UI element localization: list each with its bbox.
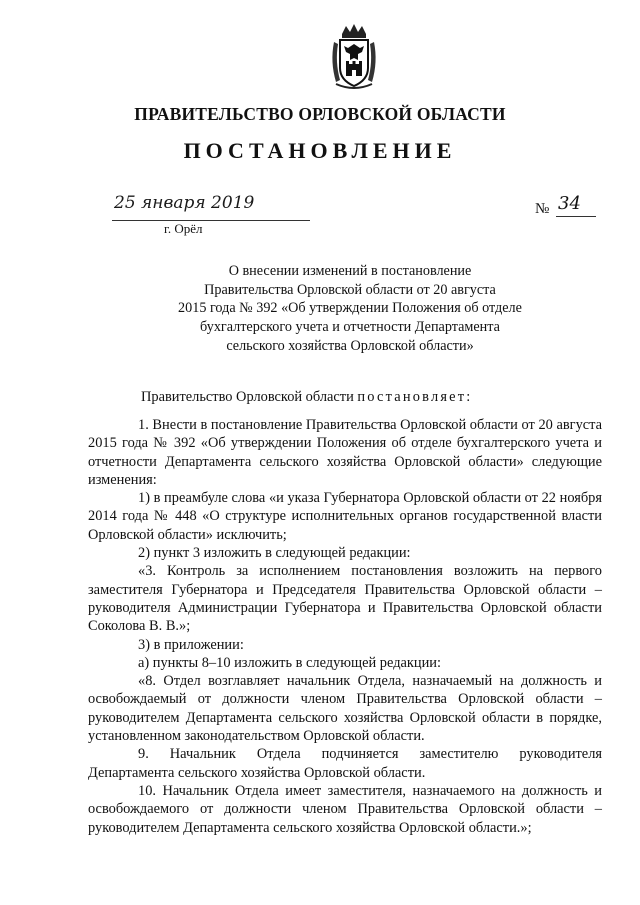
paragraph-subitem-2: 2) пункт 3 изложить в следующей редакции: — [138, 545, 411, 562]
city-label: г. Орёл — [164, 221, 203, 236]
paragraph-item-1: 1. Внести в постановление Правительства Орловской области от 20 августа 2015 года № 392 «Об утверждении Положения об отделе бухгалтерского учета и отчетности Департамента сельского хозяйства Орловской области» следующие изменения: — [88, 417, 602, 488]
subject-line: сельского хозяйства Орловской области» — [226, 337, 474, 354]
paragraph-quote-8: «8. Отдел возглавляет начальник Отдела, назначаемый на должность и освобождаемый от должности членом Правительства Орловской области – руководителем Департамента сельского хозяйства Орловской области в порядке, установленном законодательством Орловской области. — [88, 673, 602, 745]
handwritten-date: 25 января 2019 — [114, 193, 255, 213]
preamble-resolves: постановляет: — [357, 389, 473, 405]
document-body — [88, 416, 602, 837]
subject-line: О внесении изменений в постановление — [228, 263, 472, 279]
government-title: ПРАВИТЕЛЬСТВО ОРЛОВСКОЙ ОБЛАСТИ — [134, 104, 506, 124]
preamble — [141, 389, 472, 406]
paragraph-subitem-1: 1) в преамбуле слова «и указа Губернатора Орловской области от 22 ноября 2014 года № 448 «О структуре исполнительных органов государственной власти Орловской области» исключить; — [88, 490, 602, 543]
subject-line: 2015 года № 392 «Об утверждении Положения об отделе — [178, 300, 522, 317]
paragraph-quote-3: «3. Контроль за исполнением постановления возложить на первого заместителя Губернатора и Председателя Правительства Орловской области – руководителя Администрации Губернатора и Правительства Орловской области Соколова В. В.»; — [88, 563, 602, 635]
handwritten-number: 34 — [558, 193, 581, 214]
paragraph-subitem-3: 3) в приложении: — [138, 636, 244, 653]
paragraph-subitem-a: а) пункты 8–10 изложить в следующей редакции: — [138, 654, 441, 671]
paragraph-quote-9: 9. Начальник Отдела подчиняется заместителю руководителя Департамента сельского хозяйства Орловской области. — [88, 746, 602, 781]
preamble-text: Правительство Орловской области — [141, 389, 358, 405]
document-subject — [140, 262, 560, 356]
document-type-title: ПОСТАНОВЛЕНИЕ — [183, 138, 457, 163]
number-underline — [556, 216, 596, 217]
subject-line: Правительства Орловской области от 20 августа — [204, 281, 496, 298]
coat-of-arms-icon — [328, 22, 380, 92]
paragraph-quote-10: 10. Начальник Отдела имеет заместителя, назначаемого на должность и освобождаемого от должности членом Правительства Орловской области – руководителем Департамента сельского хозяйства Орловской области.»; — [88, 782, 602, 836]
subject-line: бухгалтерского учета и отчетности Департамента — [200, 319, 500, 336]
number-label: № — [535, 201, 550, 217]
